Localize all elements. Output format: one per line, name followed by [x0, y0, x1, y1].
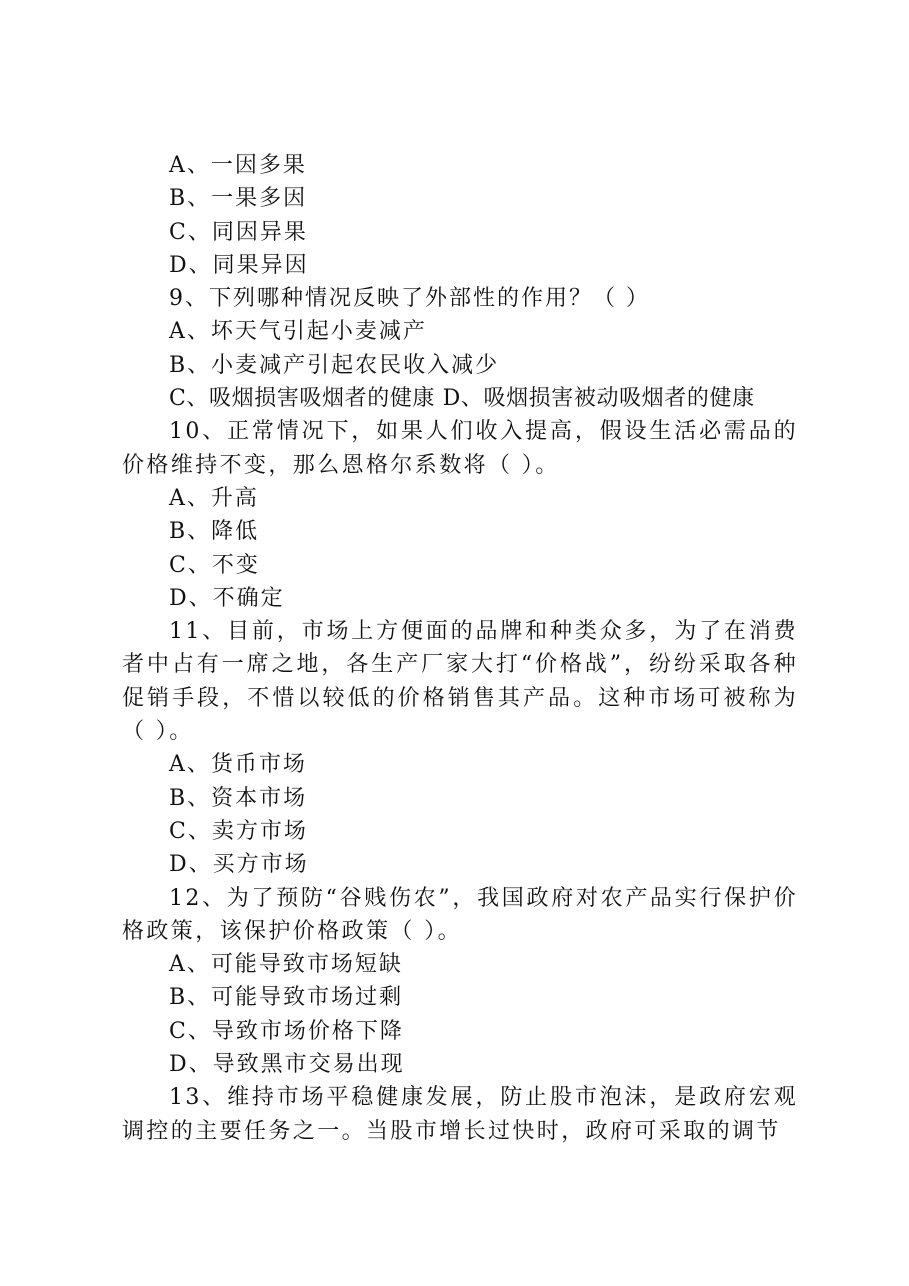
q13-stem: 13、维持市场平稳健康发展，防止股市泡沫，是政府宏观调控的主要任务之一。当股市增长过快时，政府可采取的调节	[122, 1085, 798, 1144]
q11-option-b: B、资本市场	[169, 785, 308, 811]
q9-option-b: B、小麦减产引起农民收入减少	[169, 352, 500, 378]
q11-option-a: A、货币市场	[169, 752, 307, 778]
q10-option-b: B、降低	[169, 519, 260, 545]
q10-option-d: D、不确定	[169, 585, 285, 611]
q12-option-c: C、导致市场价格下降	[169, 1018, 404, 1044]
q10-option-a: A、升高	[169, 485, 259, 511]
q12-option-d: D、导致黑市交易出现	[169, 1052, 405, 1078]
q9-option-a: A、坏天气引起小麦减产	[169, 319, 427, 345]
q11-option-c: C、卖方市场	[169, 818, 308, 844]
q11-option-d: D、买方市场	[169, 852, 309, 878]
q8-option-a: A、一因多果	[169, 153, 307, 178]
q9-option-cd: C、吸烟损害吸烟者的健康 D、吸烟损害被动吸烟者的健康	[169, 386, 755, 412]
q8-option-d: D、同果异因	[169, 252, 309, 278]
q10-option-c: C、不变	[169, 552, 260, 578]
q10-stem: 10、正常情况下，如果人们收入提高，假设生活必需品的价格维持不变，那么恩格尔系数将（ ）。	[122, 419, 798, 478]
q12-stem: 12、为了预防“谷贱伤农”，我国政府对农产品实行保护价格政策，该保护价格政策（ ）。	[122, 885, 798, 944]
document-body	[122, 149, 798, 1148]
q8-option-c: C、同因异果	[169, 219, 308, 245]
q12-option-a: A、可能导致市场短缺	[169, 952, 403, 978]
q11-stem: 11、目前，市场上方便面的品牌和种类众多，为了在消费者中占有一席之地，各生产厂家大打“价格战”，纷纷采取各种促销手段，不惜以较低的价格销售其产品。这种市场可被称为（ ）。	[122, 619, 798, 745]
q8-option-b: B、一果多因	[169, 186, 308, 212]
q12-option-b: B、可能导致市场过剩	[169, 985, 404, 1011]
q9-stem: 9、下列哪种情况反映了外部性的作用？（ ）	[169, 286, 650, 312]
